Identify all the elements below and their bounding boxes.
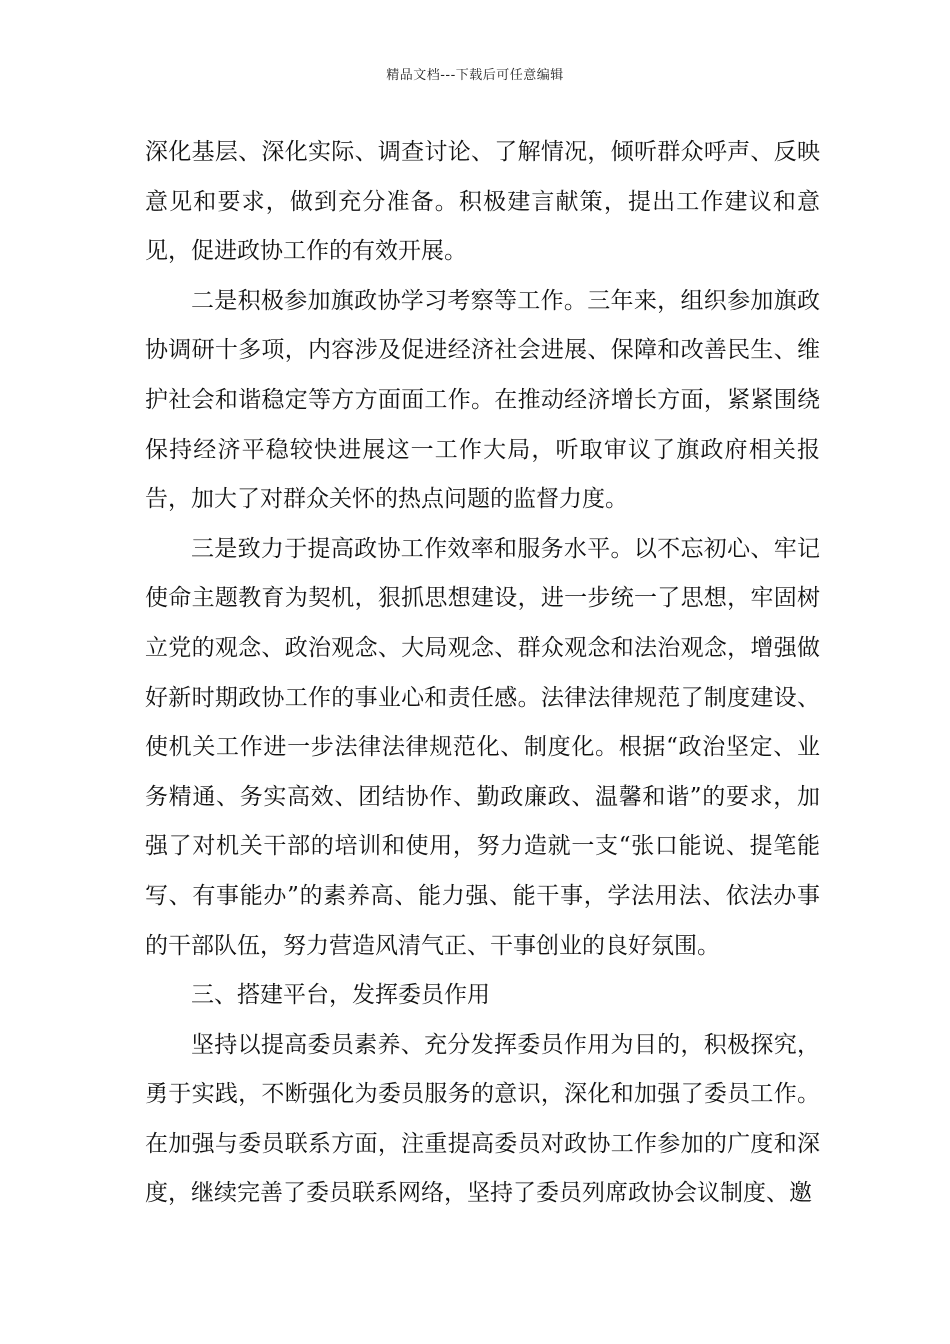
paragraph-3: 三是致力于提高政协工作效率和服务水平。以不忘初心、牢记使命主题教育为契机，狠抓思想建设，进一步统一了思想，牢固树立党的观念、政治观念、大局观念、群众观念和法治观念，增强做好新时期政协工作的事业心和责任感。法律法律规范了制度建设、使机关工作进一步法律法律规范化、制度化。根据“政治坚定、业务精通、务实高效、团结协作、勤政廉政、温馨和谐”的要求，加强了对机关干部的培训和使用，努力造就一支“张口能说、提笔能写、有事能办”的素养高、能力强、能干事，学法用法、依法办事的干部队伍，努力营造风清气正、干事创业的良好氛围。 [145, 535, 820, 959]
paragraph-2: 二是积极参加旗政协学习考察等工作。三年来，组织参加旗政协调研十多项，内容涉及促进经济社会进展、保障和改善民生、维护社会和谐稳定等方方面面工作。在推动经济增长方面，紧紧围绕保持经济平稳较快进展这一工作大局，听取审议了旗政府相关报告，加大了对群众关怀的热点问题的监督力度。 [145, 287, 820, 513]
paragraph-1: 深化基层、深化实际、调查讨论、了解情况，倾听群众呼声、反映意见和要求，做到充分准备。积极建言献策，提出工作建议和意见，促进政协工作的有效开展。 [145, 139, 820, 265]
section-heading: 三、搭建平台，发挥委员作用 [191, 982, 490, 1009]
paragraph-4: 坚持以提高委员素养、充分发挥委员作用为目的，积极探究，勇于实践，不断强化为委员服务的意识，深化和加强了委员工作。在加强与委员联系方面，注重提高委员对政协工作参加的广度和深度，继续完善了委员联系网络，坚持了委员列席政协会议制度、邀 [145, 1031, 820, 1207]
page-header: 精品文档---下载后可任意编辑 [386, 68, 564, 83]
document-body [145, 128, 820, 1219]
